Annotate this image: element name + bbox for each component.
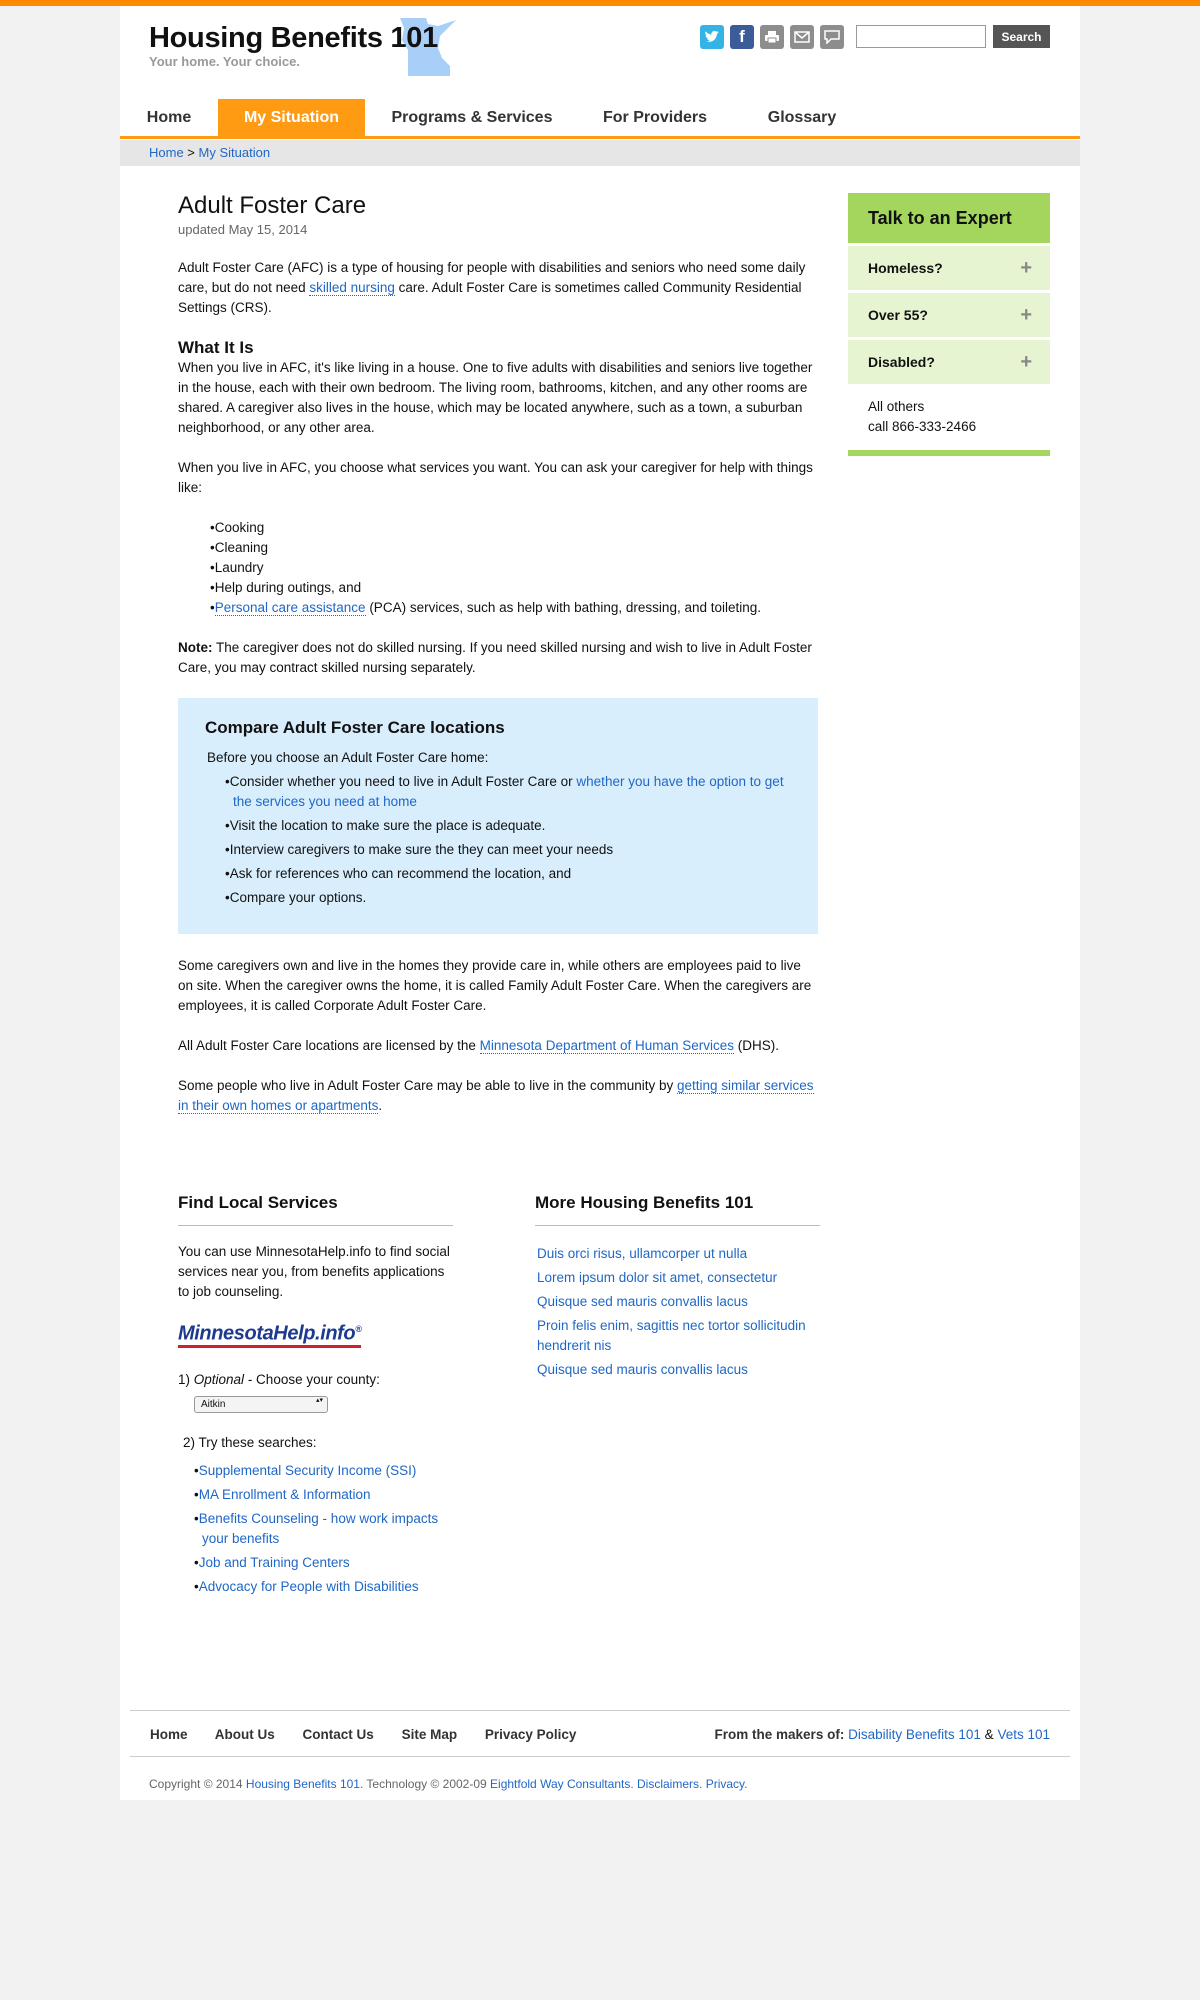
copyright-text-d: . bbox=[699, 1777, 706, 1791]
list-item: • Laundry bbox=[210, 558, 818, 578]
list-item: • Interview caregivers to make sure the they can meet your needs bbox=[225, 840, 790, 860]
services-intro-paragraph: When you live in AFC, you choose what services you want. You can ask your caregiver for help with things like: bbox=[178, 460, 813, 495]
list-item: • Compare your options. bbox=[225, 888, 790, 908]
page-container bbox=[120, 6, 1080, 1800]
community-paragraph bbox=[178, 1076, 818, 1116]
copyright-text-c: . bbox=[630, 1777, 637, 1791]
search-link-benefits-counseling[interactable]: Benefits Counseling - how work impacts your benefits bbox=[198, 1510, 439, 1546]
more-housing-benefits bbox=[535, 1193, 820, 1384]
twitter-icon[interactable] bbox=[700, 25, 724, 49]
list-item: • Cleaning bbox=[210, 538, 818, 558]
search-input[interactable] bbox=[856, 25, 986, 48]
registered-mark: ® bbox=[355, 1324, 362, 1334]
plus-icon: + bbox=[1020, 304, 1032, 326]
breadcrumb-home[interactable]: Home bbox=[149, 145, 184, 160]
footer-link-about[interactable]: About Us bbox=[214, 1727, 275, 1742]
list-item bbox=[210, 598, 818, 618]
intro-text-b: care. Adult Foster Care is sometimes called Community Residential Settings (CRS). bbox=[178, 280, 802, 315]
makers-of bbox=[715, 1727, 1050, 1742]
list-item bbox=[194, 1461, 453, 1481]
makers-label: From the makers of: bbox=[714, 1727, 845, 1742]
find-local-services bbox=[178, 1193, 453, 1601]
breadcrumb bbox=[120, 140, 1080, 166]
copyright bbox=[149, 1777, 747, 1791]
owners-paragraph: Some caregivers own and live in the homes they provide care in, while others are employees paid to live on site. When the caregiver owns the home, it is called Family Adult Foster Care. When the caregivers are employees, it is called Corporate Adult Foster Care. bbox=[178, 958, 812, 1013]
find-local-text: You can use MinnesotaHelp.info to find social services near you, from benefits applications to job counseling. bbox=[178, 1244, 450, 1299]
community-text-b: . bbox=[378, 1098, 383, 1113]
nav-glossary[interactable]: Glossary bbox=[767, 109, 837, 126]
all-others-label: All others bbox=[868, 399, 925, 414]
list-item: • Help during outings, and bbox=[210, 578, 818, 598]
sidebar-item-label: Homeless? bbox=[868, 260, 943, 276]
list-item bbox=[537, 1360, 820, 1380]
sidebar-item-disabled[interactable] bbox=[848, 340, 1050, 384]
list-item bbox=[194, 1485, 453, 1505]
list-item bbox=[537, 1292, 820, 1312]
sidebar-item-label: Disabled? bbox=[868, 354, 935, 370]
county-select[interactable] bbox=[194, 1396, 328, 1413]
list-item bbox=[537, 1244, 820, 1264]
site-logo-title[interactable]: Housing Benefits 101 bbox=[149, 22, 438, 54]
search-link-job-training[interactable]: Job and Training Centers bbox=[198, 1554, 350, 1570]
facebook-icon[interactable]: f bbox=[730, 25, 754, 49]
feedback-icon[interactable] bbox=[820, 25, 844, 49]
footer-link-sitemap[interactable]: Site Map bbox=[401, 1727, 458, 1742]
compare-locations-box bbox=[178, 698, 818, 934]
search-link-ma-enrollment[interactable]: MA Enrollment & Information bbox=[198, 1486, 371, 1502]
county-select-value: Aitkin bbox=[201, 1398, 226, 1410]
services-at-home-link[interactable]: whether you have the option to get the services you need at home bbox=[233, 774, 784, 809]
footer-link-privacy[interactable]: Privacy Policy bbox=[484, 1727, 577, 1742]
county-label bbox=[178, 1370, 453, 1390]
breadcrumb-separator: > bbox=[183, 145, 199, 160]
more-link[interactable]: Proin felis enim, sagittis nec tortor sollicitudin hendrerit nis bbox=[537, 1318, 806, 1353]
plus-icon: + bbox=[1020, 257, 1032, 279]
compare-item-text: Consider whether you need to live in Adult Foster Care or bbox=[229, 774, 577, 789]
licensed-text-b: (DHS). bbox=[734, 1038, 780, 1053]
more-links-list bbox=[535, 1244, 820, 1380]
sidebar-item-label: Over 55? bbox=[868, 307, 928, 323]
footer-divider-bottom bbox=[130, 1756, 1070, 1757]
more-title: More Housing Benefits 101 bbox=[535, 1193, 820, 1226]
pca-text: (PCA) services, such as help with bathing, dressing, and toileting. bbox=[365, 600, 762, 615]
searches-list bbox=[178, 1461, 453, 1597]
social-icons bbox=[700, 25, 844, 49]
more-link[interactable]: Duis orci risus, ullamcorper ut nulla bbox=[537, 1246, 748, 1261]
services-list bbox=[178, 518, 818, 618]
list-item bbox=[537, 1268, 820, 1288]
search-link-advocacy[interactable]: Advocacy for People with Disabilities bbox=[198, 1578, 419, 1594]
step1-text: - Choose your county: bbox=[244, 1371, 380, 1387]
search-link-ssi[interactable]: Supplemental Security Income (SSI) bbox=[198, 1462, 417, 1478]
compare-intro: Before you choose an Adult Foster Care home: bbox=[207, 750, 489, 765]
personal-care-assistance-link[interactable]: Personal care assistance bbox=[214, 600, 366, 615]
find-local-title: Find Local Services bbox=[178, 1193, 453, 1226]
talk-to-expert-sidebar bbox=[848, 193, 1050, 456]
what-it-is-heading: What It Is bbox=[178, 338, 254, 357]
footer-link-home[interactable]: Home bbox=[150, 1727, 188, 1742]
plus-icon: + bbox=[1020, 351, 1032, 373]
copyright-text-e: . bbox=[744, 1777, 748, 1791]
list-item bbox=[194, 1553, 453, 1573]
list-item bbox=[194, 1509, 453, 1549]
copyright-text-a: Copyright © 2014 bbox=[149, 1777, 246, 1791]
licensed-paragraph bbox=[178, 1036, 818, 1056]
note-text: The caregiver does not do skilled nursing. If you need skilled nursing and wish to live in Adult Foster Care, you may contract skilled nursing separately. bbox=[178, 640, 812, 675]
footer-nav bbox=[150, 1727, 600, 1742]
nav-home[interactable]: Home bbox=[146, 109, 192, 126]
list-item: • Cooking bbox=[210, 518, 818, 538]
similar-services-link[interactable]: getting similar services in their own homes or apartments bbox=[178, 1078, 814, 1113]
skilled-nursing-link[interactable]: skilled nursing bbox=[309, 280, 395, 295]
note-label: Note: bbox=[178, 640, 213, 655]
compare-title: Compare Adult Foster Care locations bbox=[205, 718, 505, 737]
list-item bbox=[537, 1316, 820, 1356]
sidebar-item-over-55[interactable] bbox=[848, 293, 1050, 337]
step1-optional: Optional bbox=[193, 1371, 245, 1387]
sidebar-all-others bbox=[848, 384, 1050, 456]
makers-amp: & bbox=[984, 1727, 994, 1742]
all-others-phone: call 866-333-2466 bbox=[868, 419, 977, 434]
disclaimers-link[interactable]: Disclaimers bbox=[637, 1777, 700, 1791]
print-icon[interactable] bbox=[760, 25, 784, 49]
copyright-site-link[interactable]: Housing Benefits 101 bbox=[245, 1777, 360, 1791]
main-nav bbox=[120, 99, 1080, 139]
sidebar-item-homeless[interactable] bbox=[848, 246, 1050, 290]
vets-101-link[interactable]: Vets 101 bbox=[997, 1727, 1050, 1742]
community-text-a: Some people who live in Adult Foster Care may be able to live in the community by bbox=[178, 1078, 677, 1093]
dhs-link[interactable]: Minnesota Department of Human Services bbox=[479, 1038, 735, 1053]
search-button[interactable]: Search bbox=[993, 25, 1050, 48]
nav-programs-services[interactable]: Programs & Services bbox=[391, 109, 553, 126]
what-it-is-paragraph: When you live in AFC, it's like living in a house. One to five adults with disabilities and seniors live together in the house, each with their own bedroom. The living room, bathrooms, kitchen, and any other rooms are shared. A caregiver also lives in the house, which may be located anywhere, such as a town, a suburban neighborhood, or any other area. bbox=[178, 360, 813, 435]
breadcrumb-current[interactable]: My Situation bbox=[198, 145, 271, 160]
list-item: • Visit the location to make sure the place is adequate. bbox=[225, 816, 790, 836]
list-item: • Ask for references who can recommend the location, and bbox=[225, 864, 790, 884]
sidebar-title: Talk to an Expert bbox=[848, 193, 1050, 243]
eightfold-link[interactable]: Eightfold Way Consultants bbox=[490, 1777, 631, 1791]
article bbox=[178, 192, 818, 1136]
intro-text-a: Adult Foster Care (AFC) is a type of housing for people with disabilities and seniors who need some daily care, but do not need bbox=[178, 260, 806, 295]
updated-date: updated May 15, 2014 bbox=[178, 222, 308, 237]
more-link[interactable]: Quisque sed mauris convallis lacus bbox=[537, 1362, 748, 1377]
note-paragraph bbox=[178, 638, 818, 678]
disability-benefits-link[interactable]: Disability Benefits 101 bbox=[848, 1727, 981, 1742]
nav-for-providers[interactable]: For Providers bbox=[602, 109, 708, 126]
footer-divider-top bbox=[130, 1710, 1070, 1711]
searches-label: 2) Try these searches: bbox=[183, 1434, 317, 1450]
nav-my-situation[interactable]: My Situation bbox=[218, 99, 365, 136]
step1-prefix: 1) bbox=[178, 1371, 194, 1387]
privacy-link[interactable]: Privacy bbox=[705, 1777, 745, 1791]
more-link[interactable]: Lorem ipsum dolor sit amet, consectetur bbox=[537, 1270, 778, 1285]
copyright-text-b: . Technology © 2002-09 bbox=[359, 1777, 491, 1791]
page-title: Adult Foster Care bbox=[178, 192, 367, 219]
intro-paragraph bbox=[178, 258, 818, 318]
licensed-text-a: All Adult Foster Care locations are licensed by the bbox=[178, 1038, 480, 1053]
compare-list bbox=[205, 772, 790, 908]
list-item bbox=[225, 772, 790, 812]
minnesotahelp-logo-text: MinnesotaHelp.info bbox=[178, 1322, 356, 1345]
site-tagline: Your home. Your choice. bbox=[149, 54, 300, 69]
list-item bbox=[194, 1577, 453, 1597]
footer-link-contact[interactable]: Contact Us bbox=[302, 1727, 374, 1742]
email-icon[interactable] bbox=[790, 25, 814, 49]
minnesotahelp-logo[interactable] bbox=[178, 1318, 361, 1348]
more-link[interactable]: Quisque sed mauris convallis lacus bbox=[537, 1294, 748, 1309]
